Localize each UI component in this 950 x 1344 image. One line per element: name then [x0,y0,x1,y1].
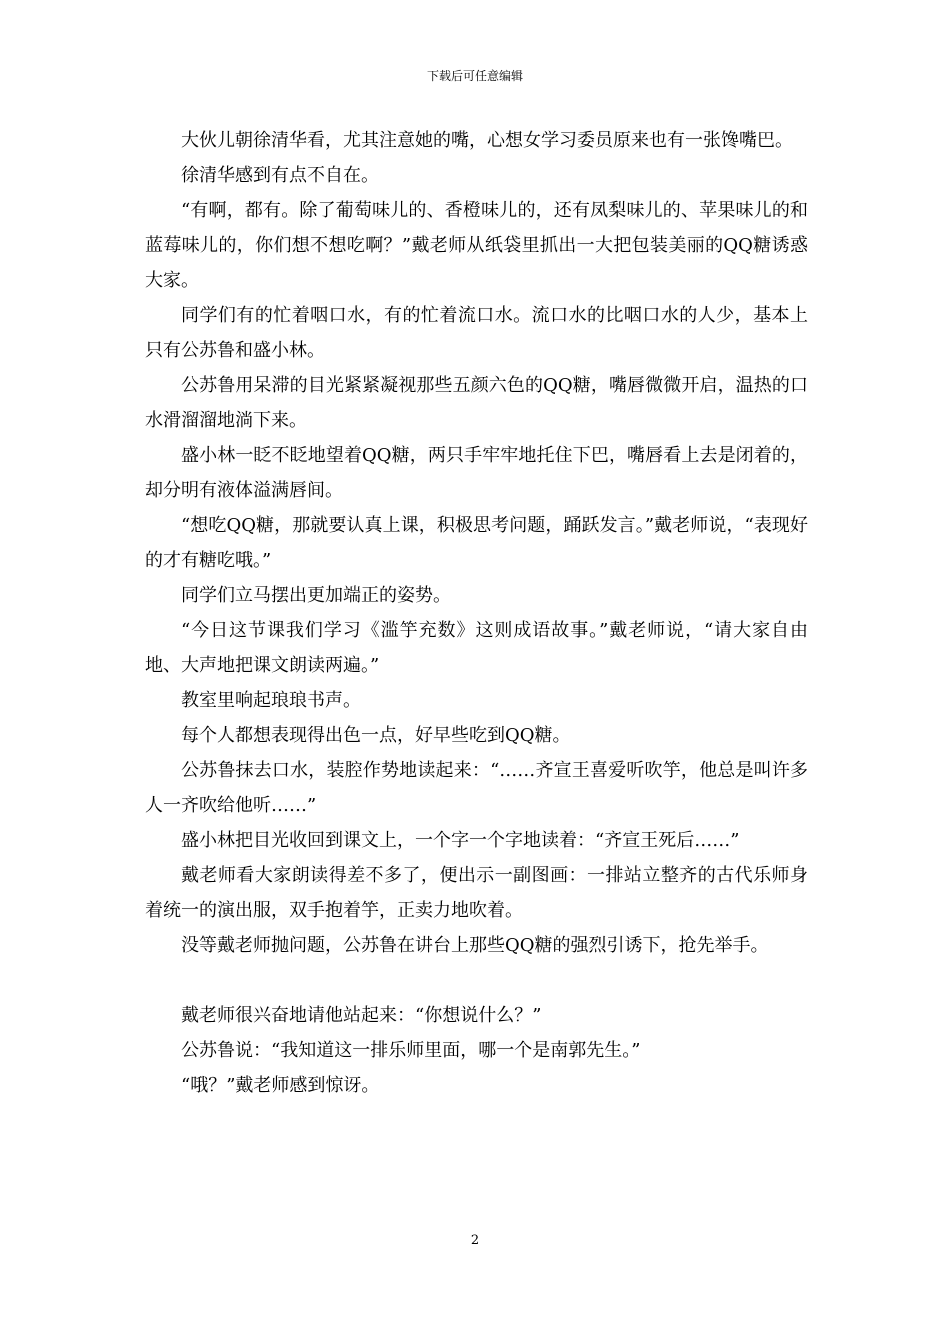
paragraph: 公苏鲁说：“我知道这一排乐师里面，哪一个是南郭先生。” [181,1040,641,1061]
paragraph: “哦？”戴老师感到惊讶。 [181,1075,380,1096]
page-number: 2 [470,1233,480,1248]
paragraph: 每个人都想表现得出色一点，好早些吃到QQ糖。 [181,725,571,746]
paragraph: 同学们立马摆出更加端正的姿势。 [181,585,451,606]
paragraph: 没等戴老师抛问题，公苏鲁在讲台上那些QQ糖的强烈引诱下，抢先举手。 [181,935,769,956]
paragraph: 戴老师很兴奋地请他站起来：“你想说什么？” [181,1005,542,1026]
paragraph: 徐清华感到有点不自在。 [181,165,379,186]
paragraph: 盛小林把目光收回到课文上，一个字一个字地读着：“齐宣王死后……” [181,830,740,851]
paragraph: 同学们有的忙着咽口水，有的忙着流口水。流口水的比咽口水的人少，基本上只有公苏鲁和盛小林。 [145,305,808,361]
blank-line [145,963,808,998]
paragraph: “有啊，都有。除了葡萄味儿的、香橙味儿的，还有凤梨味儿的、苹果味儿的和蓝莓味儿的，你们想不想吃啊？”戴老师从纸袋里抓出一大把包装美丽的QQ糖诱惑大家。 [145,200,808,291]
document-body [145,123,808,1103]
paragraph: 戴老师看大家朗读得差不多了，便出示一副图画：一排站立整齐的古代乐师身着统一的演出服，双手抱着竽，正卖力地吹着。 [145,865,808,921]
page-header: 下载后可任意编辑 [426,69,523,83]
paragraph: 盛小林一眨不眨地望着QQ糖，两只手牢牢地托住下巴，嘴唇看上去是闭着的，却分明有液体溢满唇间。 [145,445,808,501]
paragraph: “今日这节课我们学习《滥竽充数》这则成语故事。”戴老师说，“请大家自由地、大声地把课文朗读两遍。” [145,620,808,676]
paragraph: “想吃QQ糖，那就要认真上课，积极思考问题，踊跃发言。”戴老师说，“表现好的才有糖吃哦。” [145,515,808,571]
paragraph: 大伙儿朝徐清华看，尤其注意她的嘴，心想女学习委员原来也有一张馋嘴巴。 [181,130,793,151]
paragraph: 公苏鲁抹去口水，装腔作势地读起来：“……齐宣王喜爱听吹竽，他总是叫许多人一齐吹给他听……” [145,760,808,816]
paragraph: 公苏鲁用呆滞的目光紧紧凝视那些五颜六色的QQ糖，嘴唇微微开启，温热的口水滑溜溜地淌下来。 [145,375,808,431]
paragraph: 教室里响起琅琅书声。 [181,690,361,711]
